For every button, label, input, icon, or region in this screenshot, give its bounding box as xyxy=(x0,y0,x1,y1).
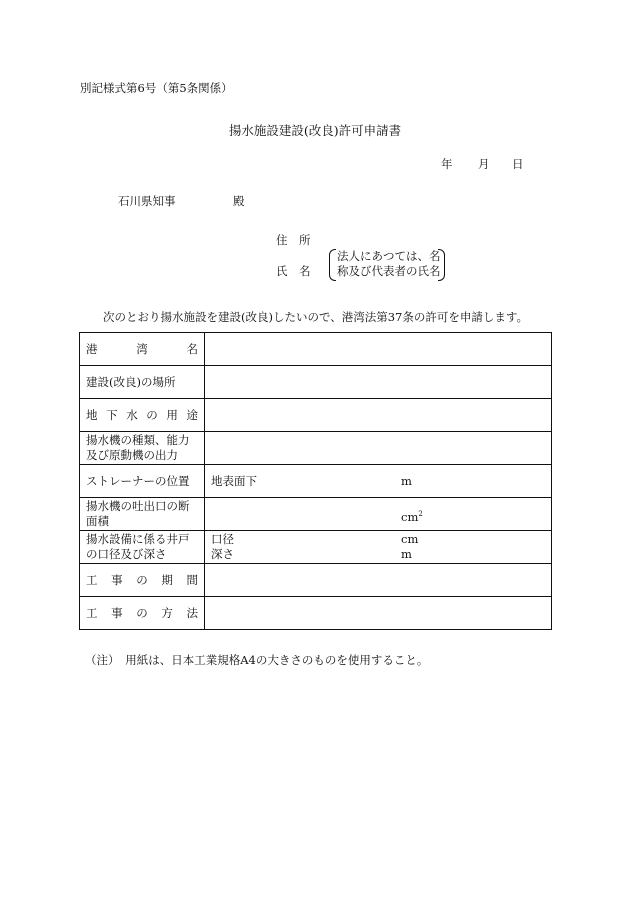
port-name-field[interactable] xyxy=(205,333,552,366)
row-label: 建設(改良)の場所 xyxy=(80,366,205,399)
pump-type-field[interactable] xyxy=(205,432,552,465)
date-year-label: 年 xyxy=(441,157,453,171)
corporate-note-line2: 称及び代表者の氏名 xyxy=(337,264,441,278)
label-char: 地 xyxy=(86,407,98,422)
value-prefix: 地表面下 xyxy=(211,473,257,488)
label-char: 事 xyxy=(111,572,123,587)
value-unit: cm xyxy=(401,532,419,546)
value-wrap xyxy=(211,532,545,547)
row-label-line2: 及び原動機の出力 xyxy=(86,448,178,462)
address-label: 住 所 xyxy=(276,233,311,247)
row-label xyxy=(80,333,205,366)
row-label-line1: 揚水設備に係る井戸 xyxy=(86,532,190,546)
value-unit: m xyxy=(401,547,412,561)
label-char: 方 xyxy=(161,605,173,620)
label-char: の xyxy=(136,572,148,587)
label-char: の xyxy=(136,605,148,620)
spread-label xyxy=(86,342,198,357)
table-row-strainer-position xyxy=(80,465,552,498)
value-unit xyxy=(401,507,423,525)
strainer-position-field[interactable] xyxy=(205,465,552,498)
corporate-note-bracket xyxy=(329,249,445,281)
row-label xyxy=(80,498,205,531)
label-char: の xyxy=(146,407,158,422)
addressee-honorific: 殿 xyxy=(233,194,245,208)
label-char: 湾 xyxy=(136,341,148,356)
row-label-line2: の口径及び深さ xyxy=(86,547,167,561)
table-row-well-size xyxy=(80,531,552,564)
application-statement: 次のとおり揚水施設を建設(改良)したいので、港湾法第37条の許可を申請します。 xyxy=(103,310,528,324)
value-unit: m xyxy=(401,473,412,488)
groundwater-use-field[interactable] xyxy=(205,399,552,432)
addressee-name: 石川県知事 xyxy=(118,194,176,208)
row-label xyxy=(80,432,205,465)
corporate-note-line1: 法人にあつては、名 xyxy=(337,249,441,263)
location-field[interactable] xyxy=(205,366,552,399)
label-char: 名 xyxy=(186,341,198,356)
label-char: 事 xyxy=(111,605,123,620)
label-char: 期 xyxy=(161,572,173,587)
label-char: 下 xyxy=(106,407,118,422)
row-label xyxy=(80,399,205,432)
row-label: ストレーナーの位置 xyxy=(80,465,205,498)
table-row-groundwater-use xyxy=(80,399,552,432)
label-char: 工 xyxy=(86,572,98,587)
construction-period-field[interactable] xyxy=(205,564,552,597)
well-size-field[interactable] xyxy=(205,531,552,564)
table-row-pump-type xyxy=(80,432,552,465)
value-prefix: 深さ xyxy=(211,547,234,561)
row-label-line2: 面積 xyxy=(86,514,109,528)
outlet-area-field[interactable] xyxy=(205,498,552,531)
name-label: 氏 名 xyxy=(276,264,311,278)
left-paren-icon xyxy=(329,249,336,281)
value-wrap xyxy=(211,474,545,489)
spread-label xyxy=(86,408,198,423)
label-char: 法 xyxy=(186,605,198,620)
row-label xyxy=(80,531,205,564)
construction-method-field[interactable] xyxy=(205,597,552,630)
footnote: （注） 用紙は、日本工業規格A4の大きさのものを使用すること。 xyxy=(85,653,429,667)
spread-label xyxy=(86,606,198,621)
label-char: 間 xyxy=(186,572,198,587)
right-paren-icon xyxy=(438,249,445,281)
form-title: 揚水施設建設(改良)許可申請書 xyxy=(228,123,402,138)
row-label xyxy=(80,564,205,597)
row-label-line1: 揚水機の種類、能力 xyxy=(86,433,190,447)
table-row-construction-period xyxy=(80,564,552,597)
label-char: 途 xyxy=(186,407,198,422)
table-row-location xyxy=(80,366,552,399)
date-day-label: 日 xyxy=(512,157,524,171)
label-char: 用 xyxy=(166,407,178,422)
value-wrap xyxy=(211,547,545,562)
date-month-label: 月 xyxy=(478,157,490,171)
spread-label xyxy=(86,573,198,588)
unit-superscript: 2 xyxy=(418,509,423,518)
label-char: 水 xyxy=(126,407,138,422)
unit-text: cm xyxy=(401,509,419,524)
table-row-construction-method xyxy=(80,597,552,630)
application-table xyxy=(79,332,552,630)
table-row-port-name xyxy=(80,333,552,366)
row-label xyxy=(80,597,205,630)
label-char: 港 xyxy=(86,341,98,356)
value-wrap xyxy=(211,507,545,522)
corporate-note xyxy=(337,249,441,279)
form-reference: 別記様式第6号（第5条関係） xyxy=(80,81,233,95)
row-label-line1: 揚水機の吐出口の断 xyxy=(86,499,190,513)
value-prefix: 口径 xyxy=(211,532,234,546)
label-char: 工 xyxy=(86,605,98,620)
table-row-outlet-area xyxy=(80,498,552,531)
